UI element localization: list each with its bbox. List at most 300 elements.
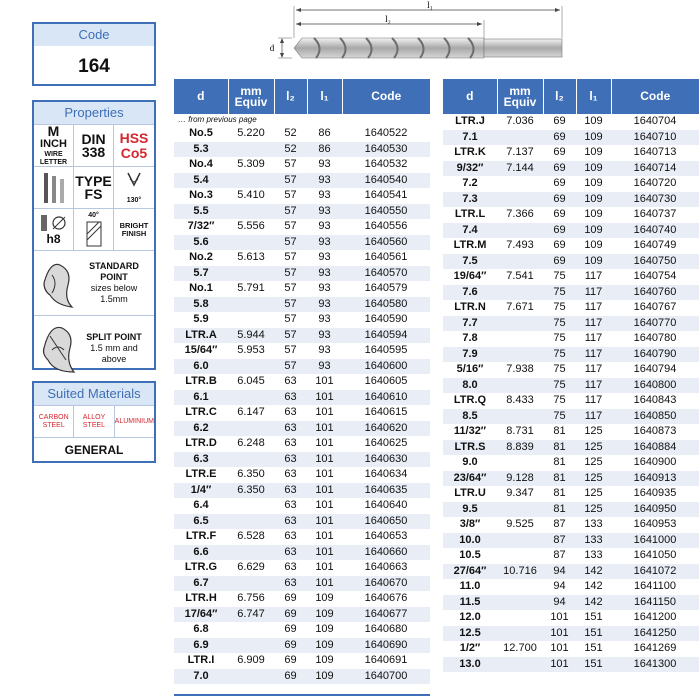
cell-l1: 142 [576, 595, 611, 611]
cell-l1: 86 [307, 142, 342, 158]
cell-l1: 93 [307, 219, 342, 235]
cell-l2: 69 [543, 161, 576, 177]
cell-d: LTR.E [174, 467, 228, 483]
cell-l1: 125 [584, 425, 603, 437]
cell-d: 6.9 [174, 638, 228, 654]
table-header-row [443, 79, 699, 114]
l2-label: l₂ [385, 14, 391, 24]
co5-label: Co5 [120, 144, 148, 161]
table-row [174, 297, 430, 313]
din-label: DIN [81, 130, 106, 147]
cell-mm-equiv [228, 622, 274, 638]
type-label: TYPE [75, 172, 112, 189]
cell-l1: 151 [576, 657, 611, 673]
cell-mm-equiv: 5.309 [228, 157, 274, 173]
cell-code: 1640530 [342, 142, 430, 158]
cell-l2: 75 [543, 378, 576, 394]
cell-l2: 75 [543, 347, 576, 363]
cell-l1: 101 [307, 452, 342, 468]
cell-l2: 101 [543, 657, 576, 673]
l1-label: l₁ [427, 0, 433, 10]
cell-l2: 69 [553, 177, 566, 189]
cell-l2: 63 [274, 514, 307, 530]
cell-d: 5.5 [174, 204, 228, 220]
cell-d: 1/4″ [174, 483, 228, 499]
cell-l1: 93 [307, 157, 342, 173]
cell-d: LTR.I [174, 653, 228, 669]
cell-code: 1640900 [633, 456, 677, 468]
cell-l2: 69 [274, 653, 307, 669]
cell-d: LTR.G [174, 560, 228, 576]
cell-mm-equiv: 6.045 [228, 374, 274, 390]
table-row [174, 235, 430, 251]
cell-l1: 93 [307, 173, 342, 189]
cell-l2: 57 [274, 359, 307, 375]
cell-d: LTR.H [174, 591, 228, 607]
cell-mm-equiv: 8.433 [506, 394, 534, 406]
table-row [443, 440, 699, 456]
type-value: FS [84, 185, 103, 202]
cell-l2: 63 [274, 405, 307, 421]
previous-page-note-row [174, 114, 430, 126]
table-row [443, 657, 699, 673]
cell-d: 6.5 [174, 514, 228, 530]
cell-code: 1640691 [342, 653, 430, 669]
cell-code: 1641269 [633, 642, 677, 654]
cell-mm-equiv [497, 192, 543, 208]
cell-d: LTR.K [454, 146, 486, 158]
cell-mm-equiv: 5.944 [228, 328, 274, 344]
cell-l2: 57 [274, 281, 307, 297]
cell-l2: 81 [553, 456, 566, 468]
cell-code: 1640800 [611, 378, 699, 394]
cell-code: 1640670 [342, 576, 430, 592]
table-row [443, 378, 699, 394]
din-number: 338 [81, 143, 106, 160]
cell-mm-equiv: 6.350 [228, 483, 274, 499]
cell-code: 1640676 [342, 591, 430, 607]
helix-angle-icon [79, 220, 109, 248]
cell-l1: 142 [576, 564, 611, 580]
cell-mm-equiv [228, 452, 274, 468]
cell-l1: 93 [307, 235, 342, 251]
table-row [174, 328, 430, 344]
cell-l2: 57 [274, 328, 307, 344]
table-row [443, 145, 699, 161]
type-cell [74, 167, 114, 208]
table-row [174, 390, 430, 406]
cell-d: 6.8 [174, 622, 228, 638]
cell-mm-equiv [497, 595, 543, 611]
table-row [443, 533, 699, 549]
cell-l2: 75 [553, 301, 566, 313]
cell-d: 10.0 [443, 533, 497, 549]
cell-code: 1640560 [342, 235, 430, 251]
cell-l2: 57 [274, 219, 307, 235]
table-row [443, 114, 699, 130]
cell-l1: 117 [576, 378, 611, 394]
table-row [443, 285, 699, 301]
cell-code: 1640690 [342, 638, 430, 654]
cell-d: LTR.D [174, 436, 228, 452]
drill-bits-icon [39, 170, 69, 206]
cell-mm-equiv: 9.128 [497, 471, 543, 487]
cell-l2: 94 [553, 580, 566, 592]
cell-l1: 125 [576, 502, 611, 518]
table-row [174, 669, 430, 685]
header-code: Code [342, 79, 430, 114]
table-row [174, 281, 430, 297]
cell-d: LTR.F [174, 529, 228, 545]
cell-mm-equiv [228, 142, 274, 158]
cell-d: LTR.L [454, 208, 486, 220]
cell-l1: 101 [307, 467, 342, 483]
cell-code: 1640556 [342, 219, 430, 235]
cell-mm-equiv: 8.731 [506, 425, 534, 437]
cell-l2: 69 [553, 208, 566, 220]
cell-l1: 101 [307, 405, 342, 421]
cell-l1: 109 [576, 161, 611, 177]
cell-code: 1640713 [633, 146, 677, 158]
drill-shank [484, 39, 562, 57]
table-row [174, 157, 430, 173]
cell-d: 8.0 [443, 378, 497, 394]
cell-mm-equiv [228, 421, 274, 437]
table-row [443, 579, 699, 595]
cell-code: 1640843 [633, 394, 677, 406]
cell-l2: 87 [543, 533, 576, 549]
cell-l1: 93 [307, 250, 342, 266]
table-row [174, 359, 430, 375]
cell-l2: 101 [550, 642, 569, 654]
table-row [443, 564, 699, 580]
cell-d: 7/32″ [174, 219, 228, 235]
cell-mm-equiv [228, 545, 274, 561]
cell-l1: 151 [584, 611, 603, 623]
inch-label: INCH [40, 137, 67, 150]
cell-l2: 81 [543, 502, 576, 518]
cell-mm-equiv: 10.716 [497, 564, 543, 580]
table-row [443, 161, 699, 177]
cell-l1: 101 [307, 529, 342, 545]
cell-d: 6.7 [174, 576, 228, 592]
cell-code: 1640640 [342, 498, 430, 514]
table-row [443, 393, 699, 409]
cell-d: 9/32″ [443, 161, 497, 177]
table-row [443, 548, 699, 564]
cell-d: 11.0 [459, 580, 481, 592]
table-row [174, 452, 430, 468]
cell-l2: 69 [274, 669, 307, 685]
table-row [443, 517, 699, 533]
finish-label-2: FINISH [121, 228, 147, 238]
cell-d: 9.5 [443, 502, 497, 518]
m-label: M [47, 122, 60, 139]
properties-row-3 [34, 208, 154, 250]
cell-mm-equiv [228, 173, 274, 189]
cell-code: 1640595 [342, 343, 430, 359]
cell-mm-equiv [228, 235, 274, 251]
cell-l2: 69 [274, 622, 307, 638]
cell-l1: 109 [307, 607, 342, 623]
cell-l1: 101 [307, 421, 342, 437]
cell-l1: 101 [307, 436, 342, 452]
cell-d: 13.0 [443, 657, 497, 673]
properties-row-1 [34, 124, 154, 166]
split-point-icon [38, 320, 78, 376]
cell-l1: 117 [584, 394, 603, 406]
cell-code: 1641000 [611, 533, 699, 549]
table-row [174, 467, 430, 483]
table-row [174, 250, 430, 266]
header-l2: l₂ [274, 79, 307, 114]
cell-l1: 93 [307, 204, 342, 220]
tolerance-cell [34, 209, 74, 250]
cell-mm-equiv [228, 204, 274, 220]
code-box-value: 164 [78, 56, 110, 77]
wire-label: WIRE [44, 150, 63, 158]
cell-code: 1640590 [342, 312, 430, 328]
cell-mm-equiv: 6.147 [228, 405, 274, 421]
cell-d: 27/64″ [443, 564, 497, 580]
cell-l1: 133 [584, 518, 603, 530]
cell-d: LTR.J [455, 115, 485, 127]
cell-d: 5.6 [174, 235, 228, 251]
cell-l2: 63 [274, 545, 307, 561]
cell-l1: 125 [584, 456, 603, 468]
cell-l1: 109 [307, 622, 342, 638]
cell-mm-equiv [228, 359, 274, 375]
table-row [443, 595, 699, 611]
cell-mm-equiv [497, 610, 543, 626]
sizes-table-right [443, 79, 699, 672]
cell-mm-equiv: 7.366 [506, 208, 534, 220]
table-row [174, 483, 430, 499]
table-row [443, 362, 699, 378]
cell-mm-equiv: 6.629 [228, 560, 274, 576]
cell-mm-equiv [497, 285, 543, 301]
table-row [174, 545, 430, 561]
cell-code: 1640620 [342, 421, 430, 437]
cell-mm-equiv: 7.493 [506, 239, 534, 251]
cell-mm-equiv [497, 378, 543, 394]
cell-mm-equiv: 5.556 [228, 219, 274, 235]
cell-l2: 57 [274, 312, 307, 328]
cell-d: 7.3 [443, 192, 497, 208]
cell-mm-equiv [497, 455, 543, 471]
cell-l2: 69 [543, 254, 576, 270]
cell-d: 5.4 [174, 173, 228, 189]
cell-l1: 151 [584, 642, 603, 654]
cell-code: 1640594 [342, 328, 430, 344]
cell-l2: 69 [543, 130, 576, 146]
code-box-title: Code [34, 24, 154, 46]
cell-code: 1640522 [342, 126, 430, 142]
cell-d: 5/16″ [456, 363, 484, 375]
cell-code: 1640749 [633, 239, 677, 251]
table-row [443, 176, 699, 192]
cell-code: 1640850 [611, 409, 699, 425]
cell-code: 1641100 [633, 580, 676, 592]
cell-mm-equiv: 7.036 [506, 115, 534, 127]
table-row [174, 622, 430, 638]
cell-d: 15/64″ [174, 343, 228, 359]
table-row [174, 343, 430, 359]
materials-general: GENERAL [34, 437, 154, 462]
cell-code: 1640770 [611, 316, 699, 332]
standard-point-desc-1: sizes below [90, 283, 138, 293]
cell-l1: 109 [307, 591, 342, 607]
table-row [443, 409, 699, 425]
cell-l2: 69 [553, 115, 566, 127]
cell-code: 1641300 [611, 657, 699, 673]
cell-l1: 109 [576, 192, 611, 208]
cell-l2: 75 [543, 285, 576, 301]
cell-l1: 101 [307, 545, 342, 561]
sizes-table-left [174, 79, 430, 684]
cell-l1: 93 [307, 188, 342, 204]
cell-d: 6.4 [174, 498, 228, 514]
cell-mm-equiv [497, 548, 543, 564]
cell-mm-equiv [497, 130, 543, 146]
table-row [174, 374, 430, 390]
cell-d: 5.9 [174, 312, 228, 328]
cell-mm-equiv: 7.938 [506, 363, 534, 375]
table-row [443, 254, 699, 270]
table-row [443, 424, 699, 440]
cell-code: 1640750 [611, 254, 699, 270]
cell-l2: 57 [274, 188, 307, 204]
cell-mm-equiv: 6.909 [228, 653, 274, 669]
properties-row-2 [34, 166, 154, 208]
cell-d: 6.3 [174, 452, 228, 468]
table-row [174, 607, 430, 623]
table-row [443, 192, 699, 208]
table-row [174, 421, 430, 437]
drill-diagram [258, 0, 578, 76]
cell-l1: 101 [307, 390, 342, 406]
table-row [443, 502, 699, 518]
header-code: Code [611, 79, 699, 114]
cell-l1: 101 [307, 576, 342, 592]
cell-l2: 57 [274, 157, 307, 173]
cell-mm-equiv [497, 657, 543, 673]
cell-d: 5.8 [174, 297, 228, 313]
table-row [443, 130, 699, 146]
cell-mm-equiv [497, 223, 543, 239]
cell-l2: 52 [274, 142, 307, 158]
cell-code: 1640625 [342, 436, 430, 452]
table-row [443, 223, 699, 239]
cell-l1: 93 [307, 328, 342, 344]
cell-code: 1640680 [342, 622, 430, 638]
table-row [443, 238, 699, 254]
cell-code: 1640950 [611, 502, 699, 518]
cell-l1: 93 [307, 359, 342, 375]
header-l1: l₁ [576, 79, 611, 114]
table-row [174, 266, 430, 282]
cell-d: 9.0 [462, 456, 478, 468]
cell-d: 7.8 [462, 332, 478, 344]
cell-mm-equiv [497, 347, 543, 363]
cell-mm-equiv [497, 176, 543, 192]
cell-l1: 86 [307, 126, 342, 142]
cell-l2: 75 [543, 316, 576, 332]
helix-angle-label: 40° [88, 211, 99, 219]
cell-code: 1640540 [342, 173, 430, 189]
cell-l1: 101 [307, 374, 342, 390]
cell-mm-equiv: 9.347 [506, 487, 534, 499]
standard-point-title-1: STANDARD [89, 261, 139, 271]
split-point-desc-2: above [101, 353, 127, 364]
cell-d: 6.6 [174, 545, 228, 561]
cell-l1: 133 [584, 549, 603, 561]
standard-point [34, 250, 154, 315]
cell-code: 1640704 [633, 115, 677, 127]
cell-l1: 117 [576, 409, 611, 425]
cell-d: No.1 [174, 281, 228, 297]
cell-l2: 57 [274, 343, 307, 359]
table-row [443, 347, 699, 363]
cell-d: 7.1 [443, 130, 497, 146]
cell-code: 1640953 [633, 518, 677, 530]
cell-mm-equiv [497, 409, 543, 425]
cell-code: 1640600 [342, 359, 430, 375]
cell-d: No.4 [174, 157, 228, 173]
table-row [174, 653, 430, 669]
cell-l2: 75 [553, 363, 566, 375]
cell-mm-equiv [497, 502, 543, 518]
cell-code: 1640873 [633, 425, 677, 437]
cell-l2: 94 [543, 564, 576, 580]
table-row [174, 514, 430, 530]
cell-code: 1640720 [633, 177, 677, 189]
cell-l1: 117 [576, 347, 611, 363]
table-row [443, 610, 699, 626]
cell-l2: 101 [543, 626, 576, 642]
cell-mm-equiv: 7.144 [497, 161, 543, 177]
table-row [443, 455, 699, 471]
cell-l1: 101 [307, 560, 342, 576]
cell-l2: 63 [274, 436, 307, 452]
cell-l2: 101 [550, 611, 569, 623]
cell-mm-equiv [228, 312, 274, 328]
cell-mm-equiv: 8.839 [497, 440, 543, 456]
cell-mm-equiv: 12.700 [503, 642, 537, 654]
materials-list [34, 405, 154, 437]
finish-cell [114, 209, 154, 250]
cell-code: 1640730 [611, 192, 699, 208]
cell-d: LTR.B [174, 374, 228, 390]
table-row [174, 173, 430, 189]
table-row [174, 204, 430, 220]
cell-code: 1641250 [611, 626, 699, 642]
cell-l2: 63 [274, 560, 307, 576]
angle-130-cell [114, 167, 154, 208]
cell-l2: 69 [274, 591, 307, 607]
cell-d: 5.7 [174, 266, 228, 282]
angle-130-label: 130° [126, 196, 142, 204]
table-row [174, 529, 430, 545]
cell-l2: 63 [274, 390, 307, 406]
cell-code: 1640650 [342, 514, 430, 530]
cell-code: 1641072 [611, 564, 699, 580]
cell-d: 7.7 [443, 316, 497, 332]
standard-point-desc-2: 1.5mm [100, 294, 128, 304]
material-carbon-steel: CARBON STEEL [34, 406, 74, 437]
cell-d: 11.5 [443, 595, 497, 611]
cell-mm-equiv [228, 638, 274, 654]
